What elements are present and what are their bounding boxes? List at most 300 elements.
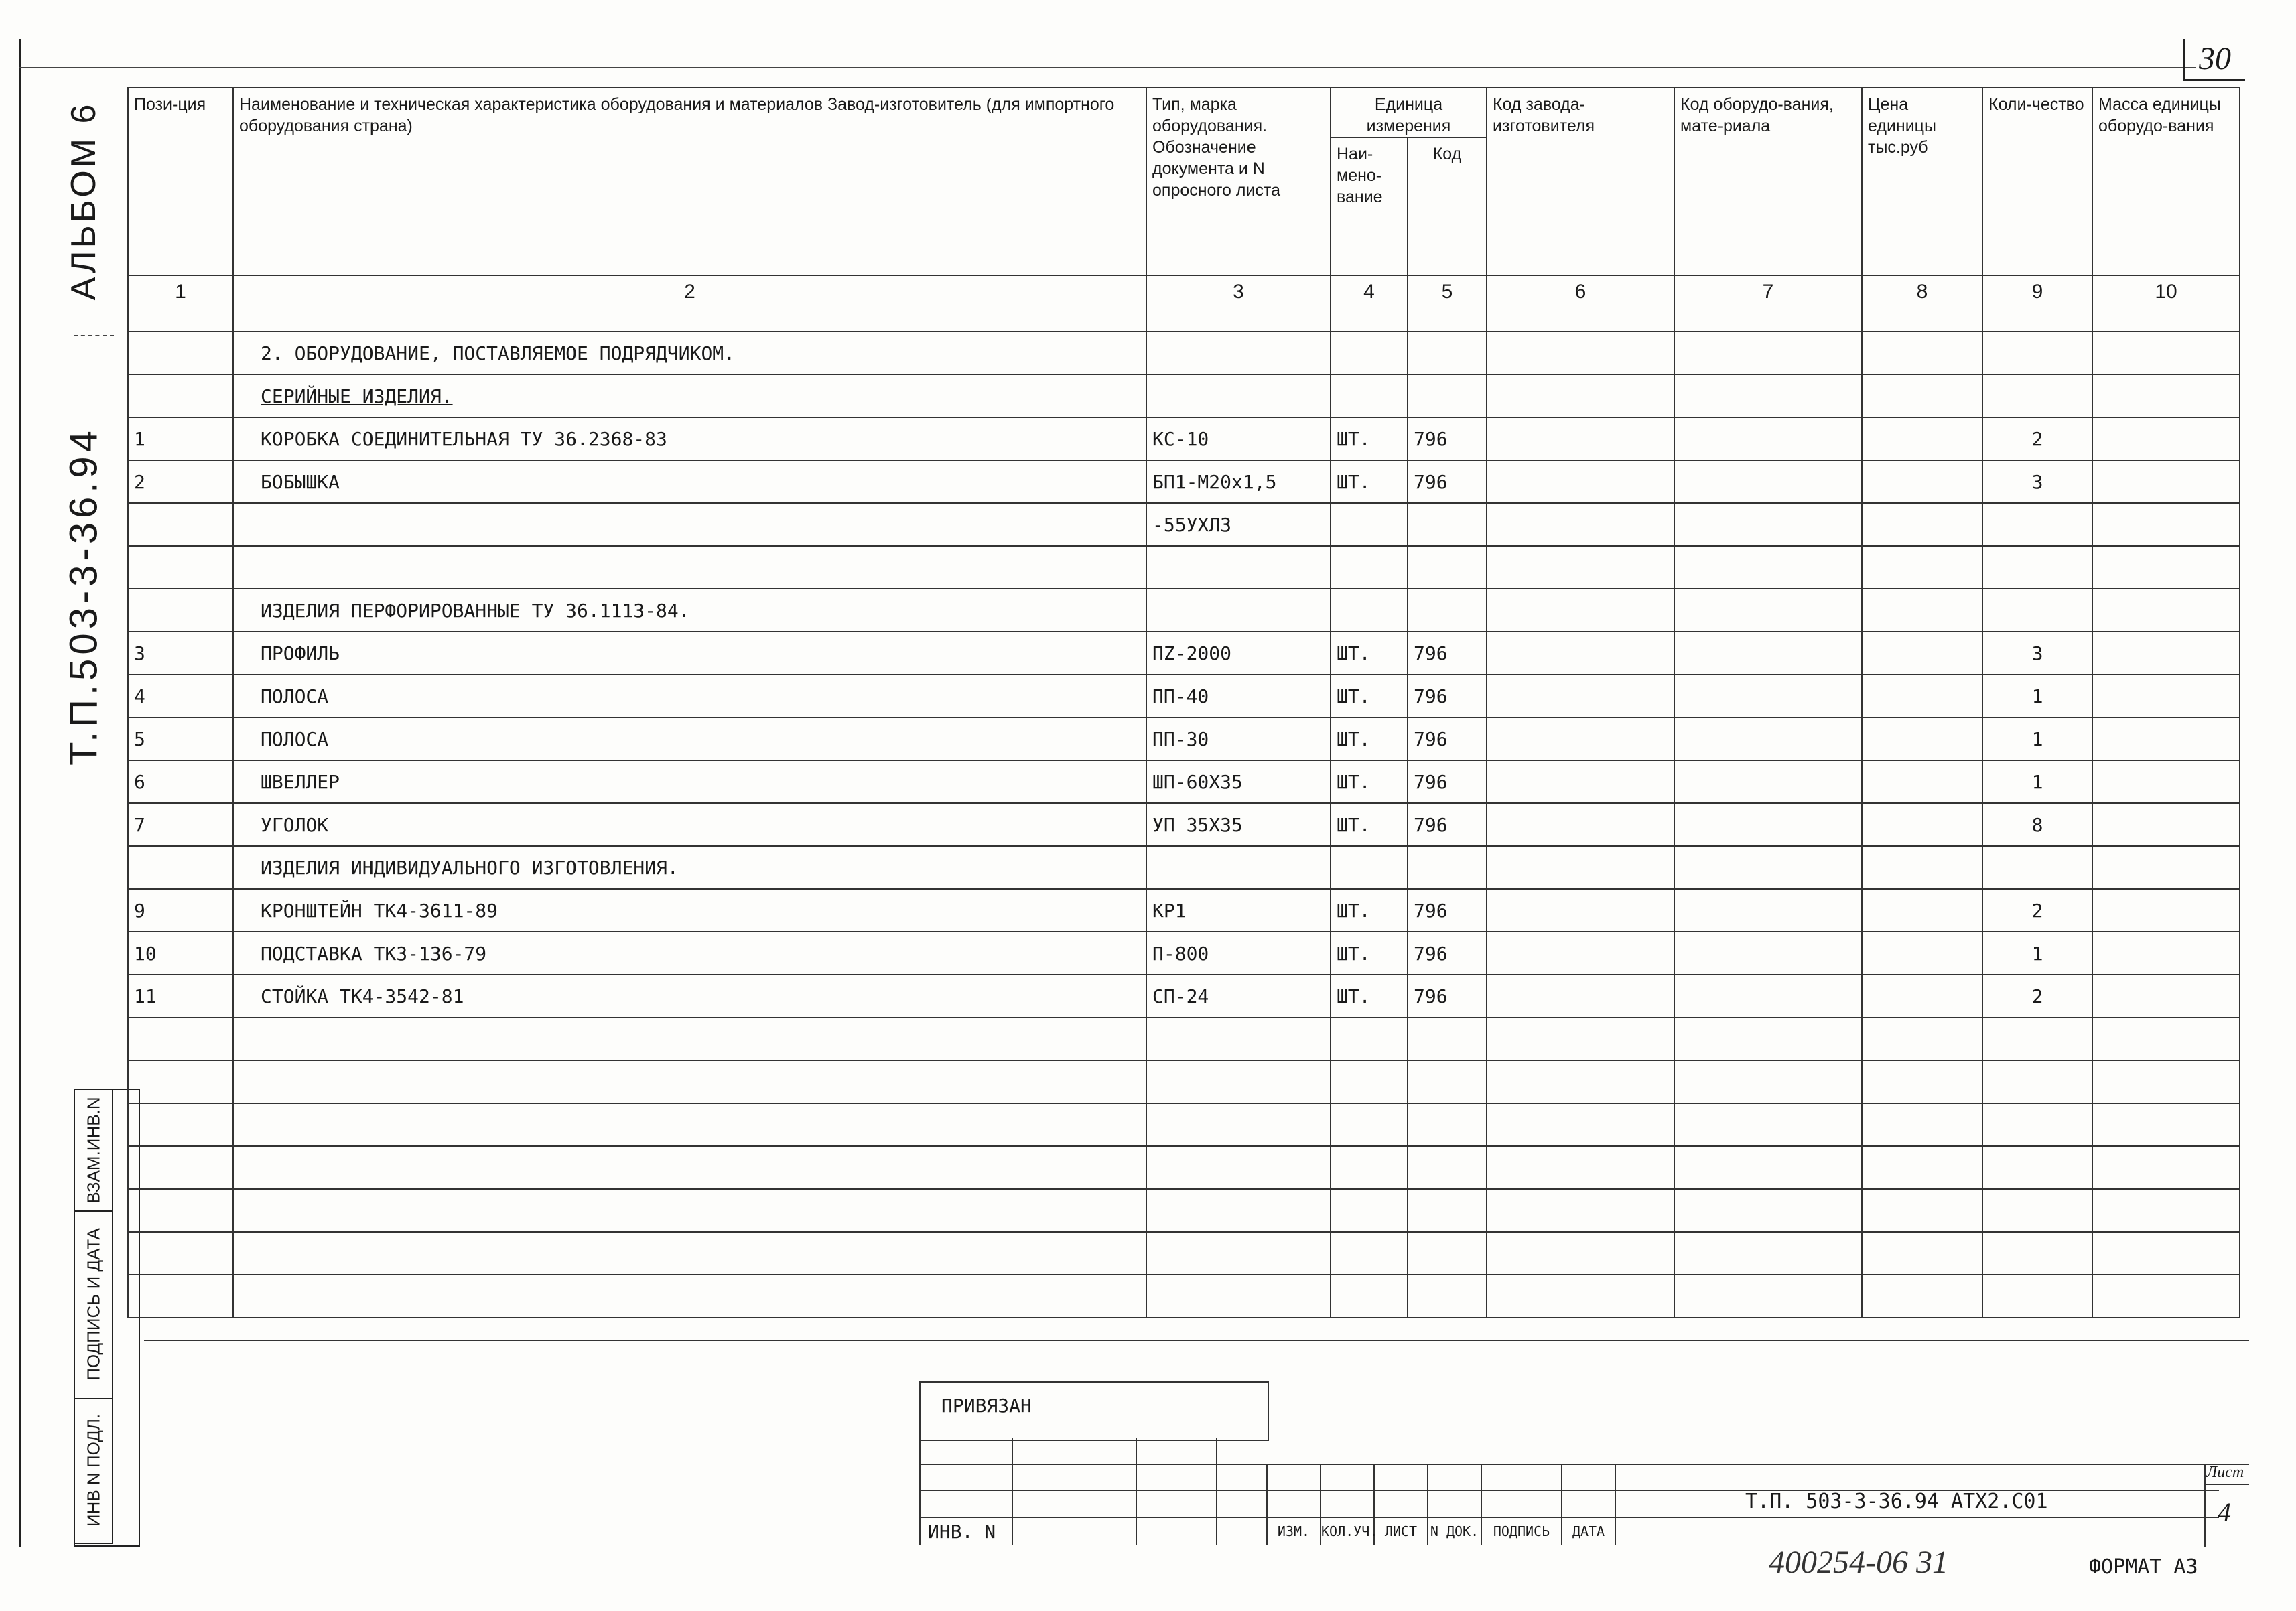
rev-col-list: ЛИСТ (1384, 1523, 1418, 1539)
row-price (1862, 589, 1982, 632)
row-position: 3 (128, 632, 233, 675)
row-material-code (1674, 889, 1862, 932)
row-name (233, 1146, 1146, 1189)
row-price (1862, 889, 1982, 932)
row-unit: ШТ. (1331, 803, 1408, 846)
column-number: 7 (1674, 275, 1862, 332)
table-row (128, 589, 2240, 632)
row-type: ПП-30 (1146, 717, 1331, 760)
table-row (128, 1018, 2240, 1060)
table-row (128, 1189, 2240, 1232)
row-position: 5 (128, 717, 233, 760)
row-position: 7 (128, 803, 233, 846)
row-unit-code: 796 (1408, 932, 1487, 975)
album-label: АЛЬБОМ 6 (64, 101, 103, 301)
row-mass (2092, 1146, 2240, 1189)
row-position (128, 1232, 233, 1275)
row-unit-code (1408, 332, 1487, 374)
row-name: ИЗДЕЛИЯ ИНДИВИДУАЛЬНОГО ИЗГОТОВЛЕНИЯ. (233, 846, 1146, 889)
row-quantity (1982, 1060, 2092, 1103)
row-mass (2092, 717, 2240, 760)
row-name: СЕРИЙНЫЕ ИЗДЕЛИЯ. (233, 374, 1146, 417)
row-quantity: 1 (1982, 675, 2092, 717)
row-quantity (1982, 1189, 2092, 1232)
handwritten-number: 400254-06 31 (1769, 1545, 1948, 1580)
row-price (1862, 717, 1982, 760)
sheet-cell-rule (2204, 1484, 2249, 1485)
row-price (1862, 803, 1982, 846)
row-name: ИЗДЕЛИЯ ПЕРФОРИРОВАННЫЕ ТУ 36.1113-84. (233, 589, 1146, 632)
row-unit-code: 796 (1408, 632, 1487, 675)
row-unit (1331, 1018, 1408, 1060)
row-quantity (1982, 1018, 2092, 1060)
row-mass (2092, 460, 2240, 503)
row-price (1862, 1018, 1982, 1060)
row-material-code (1674, 760, 1862, 803)
row-type: П-800 (1146, 932, 1331, 975)
row-material-code (1674, 1275, 1862, 1318)
row-unit (1331, 332, 1408, 374)
row-unit-code: 796 (1408, 675, 1487, 717)
row-name (233, 1060, 1146, 1103)
row-material-code (1674, 632, 1862, 675)
row-material-code (1674, 374, 1862, 417)
row-type (1146, 1232, 1331, 1275)
row-material-code (1674, 1018, 1862, 1060)
row-mass (2092, 1060, 2240, 1103)
specification-table (127, 87, 2240, 1318)
album-divider (74, 335, 114, 336)
header-factory-code: Код завода-изготовителя (1487, 88, 1674, 275)
row-quantity (1982, 503, 2092, 546)
column-number: 8 (1862, 275, 1982, 332)
row-name (233, 1018, 1146, 1060)
row-factory-code (1487, 1060, 1674, 1103)
row-price (1862, 1060, 1982, 1103)
row-mass (2092, 1103, 2240, 1146)
row-price (1862, 546, 1982, 589)
row-type: КС-10 (1146, 417, 1331, 460)
row-name: 2. ОБОРУДОВАНИЕ, ПОСТАВЛЯЕМОЕ ПОДРЯДЧИКОМ. (233, 332, 1146, 374)
row-position (128, 332, 233, 374)
table-row (128, 889, 2240, 932)
row-unit-code: 796 (1408, 417, 1487, 460)
table-row (128, 460, 2240, 503)
row-factory-code (1487, 1103, 1674, 1146)
row-unit (1331, 1146, 1408, 1189)
stamp-cell-inv: ИНВ N ПОДЛ. (75, 1398, 113, 1544)
row-unit: ШТ. (1331, 932, 1408, 975)
row-type (1146, 1189, 1331, 1232)
row-material-code (1674, 1232, 1862, 1275)
row-mass (2092, 417, 2240, 460)
row-price (1862, 932, 1982, 975)
row-material-code (1674, 717, 1862, 760)
row-unit-code (1408, 1232, 1487, 1275)
row-quantity (1982, 846, 2092, 889)
page-number: 30 (2183, 39, 2245, 81)
table-row (128, 760, 2240, 803)
row-price (1862, 975, 1982, 1018)
row-type (1146, 374, 1331, 417)
row-type: СП-24 (1146, 975, 1331, 1018)
row-position: 2 (128, 460, 233, 503)
row-quantity: 3 (1982, 632, 2092, 675)
row-mass (2092, 889, 2240, 932)
row-quantity: 2 (1982, 889, 2092, 932)
row-factory-code (1487, 546, 1674, 589)
row-quantity: 1 (1982, 760, 2092, 803)
row-name: КРОНШТЕЙН ТК4-3611-89 (233, 889, 1146, 932)
row-type (1146, 1275, 1331, 1318)
rev-col-podpis: ПОДПИСЬ (1493, 1523, 1550, 1539)
row-factory-code (1487, 1146, 1674, 1189)
row-mass (2092, 503, 2240, 546)
sheet-number: 4 (2218, 1497, 2231, 1527)
row-position (128, 1018, 233, 1060)
table-row (128, 1103, 2240, 1146)
row-unit (1331, 374, 1408, 417)
column-number-row (128, 275, 2240, 332)
row-price (1862, 374, 1982, 417)
inv-n-label: ИНВ. N (928, 1521, 996, 1543)
row-unit (1331, 1103, 1408, 1146)
row-position (128, 589, 233, 632)
table-row (128, 675, 2240, 717)
table-row (128, 374, 2240, 417)
row-position (128, 1060, 233, 1103)
table-row (128, 803, 2240, 846)
header-mass: Масса единицы оборудо-вания (2092, 88, 2240, 275)
column-number: 1 (128, 275, 233, 332)
table-row (128, 332, 2240, 374)
header-position: Пози-ция (128, 88, 233, 275)
table-row (128, 717, 2240, 760)
row-position: 1 (128, 417, 233, 460)
row-type: -55УХЛ3 (1146, 503, 1331, 546)
stamp-cell-vzam: ВЗАМ.ИНВ.N (75, 1090, 113, 1212)
table-row (128, 1060, 2240, 1103)
row-material-code (1674, 1189, 1862, 1232)
row-unit (1331, 1189, 1408, 1232)
row-factory-code (1487, 760, 1674, 803)
row-unit-code (1408, 1189, 1487, 1232)
row-name: КОРОБКА СОЕДИНИТЕЛЬНАЯ ТУ 36.2368-83 (233, 417, 1146, 460)
row-factory-code (1487, 803, 1674, 846)
row-mass (2092, 760, 2240, 803)
row-unit-code (1408, 846, 1487, 889)
row-name: УГОЛОК (233, 803, 1146, 846)
row-name: ШВЕЛЛЕР (233, 760, 1146, 803)
row-type (1146, 1146, 1331, 1189)
rev-col-data: ДАТА (1572, 1523, 1605, 1539)
row-type (1146, 546, 1331, 589)
column-number: 9 (1982, 275, 2092, 332)
sheet-label: Лист (2206, 1464, 2244, 1481)
row-price (1862, 332, 1982, 374)
format-label: ФОРМАТ А3 (2089, 1555, 2198, 1579)
row-mass (2092, 846, 2240, 889)
row-material-code (1674, 803, 1862, 846)
row-price (1862, 1189, 1982, 1232)
row-factory-code (1487, 374, 1674, 417)
row-material-code (1674, 1146, 1862, 1189)
row-material-code (1674, 332, 1862, 374)
row-material-code (1674, 675, 1862, 717)
column-number: 3 (1146, 275, 1331, 332)
table-row (128, 932, 2240, 975)
row-unit-code (1408, 374, 1487, 417)
header-material-code: Код оборудо-вания, мате-риала (1674, 88, 1862, 275)
row-unit: ШТ. (1331, 675, 1408, 717)
row-quantity (1982, 1232, 2092, 1275)
row-quantity (1982, 332, 2092, 374)
row-position: 9 (128, 889, 233, 932)
row-name: СТОЙКА ТК4-3542-81 (233, 975, 1146, 1018)
row-position (128, 374, 233, 417)
row-name: ПОЛОСА (233, 675, 1146, 717)
row-price (1862, 675, 1982, 717)
row-mass (2092, 589, 2240, 632)
row-position (128, 546, 233, 589)
row-unit: ШТ. (1331, 417, 1408, 460)
row-type: УП 35Х35 (1146, 803, 1331, 846)
row-factory-code (1487, 632, 1674, 675)
row-price (1862, 417, 1982, 460)
row-quantity: 8 (1982, 803, 2092, 846)
row-quantity: 1 (1982, 932, 2092, 975)
header-quantity: Коли-чество (1982, 88, 2092, 275)
row-quantity (1982, 1146, 2092, 1189)
row-unit-code: 796 (1408, 460, 1487, 503)
row-name: БОБЫШКА (233, 460, 1146, 503)
table-row (128, 632, 2240, 675)
row-unit-code: 796 (1408, 803, 1487, 846)
row-unit-code (1408, 546, 1487, 589)
row-unit: ШТ. (1331, 460, 1408, 503)
row-unit-code: 796 (1408, 717, 1487, 760)
row-factory-code (1487, 717, 1674, 760)
row-position (128, 846, 233, 889)
row-name (233, 503, 1146, 546)
header-row (128, 88, 2240, 137)
row-mass (2092, 332, 2240, 374)
row-quantity: 2 (1982, 975, 2092, 1018)
row-type: ПП-40 (1146, 675, 1331, 717)
row-material-code (1674, 975, 1862, 1018)
privyazan-label: ПРИВЯЗАН (941, 1395, 1032, 1417)
row-material-code (1674, 417, 1862, 460)
row-factory-code (1487, 1232, 1674, 1275)
row-mass (2092, 1018, 2240, 1060)
row-material-code (1674, 1060, 1862, 1103)
row-material-code (1674, 546, 1862, 589)
row-factory-code (1487, 417, 1674, 460)
row-unit-code (1408, 589, 1487, 632)
column-number: 10 (2092, 275, 2240, 332)
tb-vrule (1012, 1438, 1013, 1545)
row-unit-code (1408, 1103, 1487, 1146)
row-unit (1331, 1232, 1408, 1275)
row-unit: ШТ. (1331, 889, 1408, 932)
row-quantity (1982, 1103, 2092, 1146)
row-factory-code (1487, 1189, 1674, 1232)
row-type (1146, 589, 1331, 632)
row-position: 6 (128, 760, 233, 803)
row-position: 11 (128, 975, 233, 1018)
row-quantity (1982, 589, 2092, 632)
row-quantity: 3 (1982, 460, 2092, 503)
tb-vrule (1216, 1438, 1217, 1545)
row-position (128, 1103, 233, 1146)
row-factory-code (1487, 675, 1674, 717)
row-mass (2092, 546, 2240, 589)
stamp-cell-podpis: ПОДПИСЬ И ДАТА (75, 1210, 113, 1399)
row-unit: ШТ. (1331, 760, 1408, 803)
row-material-code (1674, 932, 1862, 975)
column-number: 5 (1408, 275, 1487, 332)
row-unit-code (1408, 1275, 1487, 1318)
row-factory-code (1487, 975, 1674, 1018)
row-unit (1331, 589, 1408, 632)
row-material-code (1674, 1103, 1862, 1146)
table-row (128, 1146, 2240, 1189)
row-unit-code (1408, 1060, 1487, 1103)
row-unit: ШТ. (1331, 717, 1408, 760)
title-block (144, 1340, 2249, 1545)
row-quantity (1982, 374, 2092, 417)
row-position (128, 503, 233, 546)
row-mass (2092, 1189, 2240, 1232)
row-quantity (1982, 1275, 2092, 1318)
row-position (128, 1275, 233, 1318)
doc-designation: Т.П. 503-3-36.94 АТХ2.С01 (1745, 1490, 2048, 1513)
table-row (128, 417, 2240, 460)
row-material-code (1674, 503, 1862, 546)
row-unit (1331, 1275, 1408, 1318)
row-type (1146, 846, 1331, 889)
table-row (128, 546, 2240, 589)
row-position (128, 1146, 233, 1189)
row-factory-code (1487, 460, 1674, 503)
column-number: 4 (1331, 275, 1408, 332)
row-unit-code (1408, 1018, 1487, 1060)
row-unit (1331, 546, 1408, 589)
row-position: 10 (128, 932, 233, 975)
row-type (1146, 1060, 1331, 1103)
header-price: Цена единицы тыс.руб (1862, 88, 1982, 275)
header-unit-code: Код (1408, 137, 1487, 275)
table-row (128, 846, 2240, 889)
row-quantity: 2 (1982, 417, 2092, 460)
row-factory-code (1487, 1275, 1674, 1318)
row-type: КР1 (1146, 889, 1331, 932)
tb-vrule (1136, 1438, 1137, 1545)
row-name: ПОЛОСА (233, 717, 1146, 760)
row-type: ШП-60Х35 (1146, 760, 1331, 803)
row-name: ПОДСТАВКА ТК3-136-79 (233, 932, 1146, 975)
row-unit-code: 796 (1408, 975, 1487, 1018)
table-row (128, 1232, 2240, 1275)
row-mass (2092, 975, 2240, 1018)
doc-code-vertical: Т.П.503-3-36.94 (62, 427, 106, 766)
row-material-code (1674, 460, 1862, 503)
row-unit: ШТ. (1331, 975, 1408, 1018)
row-type (1146, 1103, 1331, 1146)
row-name (233, 1275, 1146, 1318)
row-mass (2092, 803, 2240, 846)
header-name: Наименование и техническая характеристика оборудования и материалов Завод-изготовитель (для импортного оборудования страна) (233, 88, 1146, 275)
row-unit (1331, 846, 1408, 889)
row-price (1862, 1146, 1982, 1189)
column-number: 2 (233, 275, 1146, 332)
row-unit (1331, 1060, 1408, 1103)
row-mass (2092, 1275, 2240, 1318)
row-material-code (1674, 846, 1862, 889)
row-factory-code (1487, 932, 1674, 975)
row-price (1862, 760, 1982, 803)
row-price (1862, 1103, 1982, 1146)
row-position: 4 (128, 675, 233, 717)
row-unit-code (1408, 503, 1487, 546)
row-quantity: 1 (1982, 717, 2092, 760)
row-mass (2092, 1232, 2240, 1275)
row-factory-code (1487, 846, 1674, 889)
table-row (128, 503, 2240, 546)
row-type: БП1-М20х1,5 (1146, 460, 1331, 503)
row-unit: ШТ. (1331, 632, 1408, 675)
top-rule (19, 67, 2196, 68)
row-mass (2092, 932, 2240, 975)
row-factory-code (1487, 889, 1674, 932)
row-name (233, 546, 1146, 589)
row-quantity (1982, 546, 2092, 589)
row-type (1146, 332, 1331, 374)
row-name (233, 1232, 1146, 1275)
row-factory-code (1487, 1018, 1674, 1060)
row-name: ПРОФИЛЬ (233, 632, 1146, 675)
header-unit-group: Единица измерения (1331, 88, 1487, 137)
row-type: ПZ-2000 (1146, 632, 1331, 675)
rev-col-kol: КОЛ.УЧ. (1321, 1523, 1378, 1539)
row-type (1146, 1018, 1331, 1060)
row-name (233, 1103, 1146, 1146)
rev-col-ndok: N ДОК. (1430, 1523, 1479, 1539)
row-unit-code: 796 (1408, 760, 1487, 803)
row-price (1862, 460, 1982, 503)
row-mass (2092, 374, 2240, 417)
row-material-code (1674, 589, 1862, 632)
row-unit (1331, 503, 1408, 546)
rev-col-izm: ИЗМ. (1277, 1523, 1310, 1539)
row-price (1862, 1275, 1982, 1318)
row-price (1862, 503, 1982, 546)
row-mass (2092, 632, 2240, 675)
table-row (128, 975, 2240, 1018)
specification-body (128, 332, 2240, 1318)
row-price (1862, 846, 1982, 889)
table-row (128, 1275, 2240, 1318)
row-position (128, 1189, 233, 1232)
row-factory-code (1487, 332, 1674, 374)
row-unit-code: 796 (1408, 889, 1487, 932)
header-type: Тип, марка оборудования. Обозначение документа и N опросного листа (1146, 88, 1331, 275)
row-factory-code (1487, 589, 1674, 632)
row-mass (2092, 675, 2240, 717)
row-factory-code (1487, 503, 1674, 546)
row-price (1862, 632, 1982, 675)
row-name (233, 1189, 1146, 1232)
